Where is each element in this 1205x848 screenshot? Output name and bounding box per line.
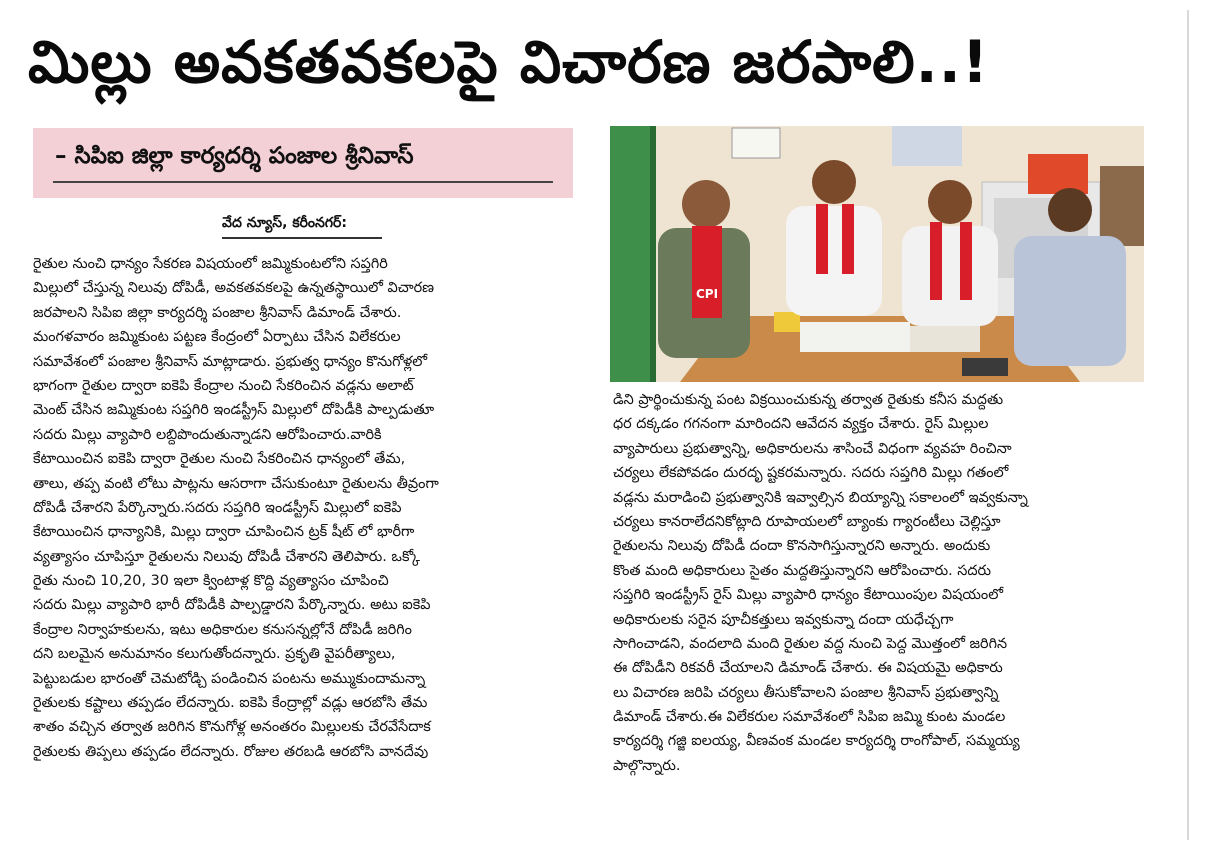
article-text-line: రైతుల నుంచి ధాన్యం సేకరణ విషయంలో జమ్మికుంటలోని సప్తగిరి — [33, 256, 388, 272]
article-text-line: రైతులకు కష్టాలు తప్పడం లేదన్నారు. ఐకెపి కేంద్రాల్లో వడ్లు ఆరబోసి తేమ — [33, 695, 428, 712]
photo-person-3-scarf-left — [930, 222, 942, 300]
article-text-line: మంగళవారం జమ్మికుంట పట్టణ కేంద్రంలో ఏర్పాటు చేసిన విలేకరుల — [33, 329, 401, 346]
dateline-underline — [222, 237, 382, 239]
subheadline-underline — [53, 181, 553, 183]
photo-book — [774, 312, 800, 332]
photo-calculator — [962, 358, 1008, 376]
article-text-line: కొంత మంది అధికారులు సైతం మద్దతిస్తున్నారని ఆరోపించారు. సదరు — [613, 562, 992, 579]
article-text-line: తాలు, తప్ప వంటి లోటు పాట్లను ఆసరాగా చేసుకుంటూ రైతులను తీవ్రంగా — [33, 475, 439, 492]
article-text-line: వ్యత్యాసం చూపిస్తూ రైతులను నిలువు దోపిడీ చేశారని తెలిపారు. ఒక్కో — [33, 548, 421, 565]
article-text-line: జరపాలని సిపిఐ జిల్లా కార్యదర్శి పంజాల శ్రీనివాస్ డిమాండ్ చేశారు. — [33, 304, 402, 321]
photo-person-4-body — [1014, 236, 1126, 366]
photo-wall-poster — [892, 126, 962, 166]
article-text-line: కేటాయించిన ధాన్యానికి, మిల్లు ద్వారా చూపించిన ట్రక్ షీట్ లో భారీగా — [33, 524, 415, 541]
photo-clothes-2 — [1100, 166, 1144, 246]
article-text-line: డిని ప్రార్థించుకున్న పంట విక్రయించుకున్న తర్వాత రైతుకు కనీస మద్దతు — [613, 392, 1004, 408]
photo-wall-sign — [732, 128, 780, 158]
article-text-line: కార్యదర్శి గజ్జి ఐలయ్య, వీణవంక మండల కార్యదర్శి రాంగోపాల్, సమ్మయ్య — [613, 733, 1020, 750]
photo-newspaper-2 — [910, 326, 980, 352]
article-text-line: సదరు మిల్లు వ్యాపారి లబ్దిపొందుతున్నాడని ఆరోపించారు.వారికి — [33, 426, 382, 443]
article-text-line: సప్తగిరి ఇండస్ట్రీస్ రైస్ మిల్లు వ్యాపారి ధాన్యం కేటాయింపుల విషయంలో — [613, 587, 1004, 604]
photo-door-edge — [650, 126, 656, 382]
subheadline: – సిపిఐ జిల్లా కార్యదర్శి పంజాల శ్రీనివాస్ — [55, 143, 414, 169]
article-text-line: ఈ దోపిడీని రికవరీ చేయాలని డిమాండ్ చేశారు. ఈ విషయమై అధికారు — [613, 660, 1003, 677]
photo-person-1-scarf — [692, 226, 722, 318]
photo-person-4-head — [1048, 188, 1092, 232]
article-text-line: మిల్లులో చేస్తున్న నిలువు దోపిడీ, అవకతవకలపై ఉన్నతస్థాయిలో విచారణ — [33, 280, 435, 297]
article-text-line: వడ్లను మరాడించి ప్రభుత్వానికి ఇవ్వాల్సిన బియ్యాన్ని సకాలంలో ఇవ్వకున్నా — [613, 489, 1028, 506]
article-text-line: డిమాండ్ చేశారు.ఈ విలేకరుల సమావేశంలో సిపిఐ జమ్మి కుంట మండల — [613, 709, 1006, 726]
subheadline-box — [33, 128, 573, 198]
article-text-line: సదరు మిల్లు వ్యాపారి భారీ దోపిడీకి పాల్పడ్డారని పేర్కొన్నారు. అటు ఐకెపి — [33, 597, 431, 614]
article-text-line: వ్యాపారులు ప్రభుత్వాన్ని, అధికారులను శాసించే విధంగా వ్యవహ రించినా — [613, 440, 1012, 457]
article-text-line: మెంట్ చేసిన జమ్మికుంట సప్తగిరి ఇండస్ట్రీస్ మిల్లులో దోపిడీకి పాల్పడుతూ — [33, 402, 435, 419]
article-text-line: భాగంగా రైతుల ద్వారా ఐకెపి కేంద్రాల నుంచి సేకరించిన వడ్లను అలాట్ — [33, 377, 414, 394]
article-text-line: రైతు నుంచి 10,20, 30 ఇలా క్వింటాళ్ల కొద్ది వ్యత్యాసం చూపించి — [33, 573, 389, 590]
article-text-line: శాతం వచ్చిన తర్వాత జరిగిన కొనుగోళ్ల అనంతరం మిల్లులకు చేరవేసేదాక — [33, 719, 431, 736]
article-text-line: చర్యలు కానరాలేదనికోట్లాది రూపాయలలో బ్యాంకు గ్యారంటీలు చెల్లిస్తూ — [613, 513, 1001, 530]
photo-scarf-label: CPI — [696, 287, 719, 301]
article-column-right — [613, 388, 1157, 838]
photo-person-3-body — [902, 226, 998, 326]
article-text-line: రైతులకు తిప్పలు తప్పడం లేదన్నారు. రోజుల తరబడి ఆరబోసి వానదేవు — [33, 743, 429, 760]
page-right-border — [1187, 10, 1189, 840]
photo-person-2-head — [812, 160, 856, 204]
photo-newspapers — [800, 322, 910, 352]
photo-clothes — [1028, 154, 1088, 194]
article-text-line: అధికారులకు సరైన పూచీకత్తులు ఇవ్వకున్నా దందా యధేచ్చగా — [613, 611, 954, 628]
article-text-line: సమావేశంలో పంజాల శ్రీనివాస్ మాట్లాడారు. ప్రభుత్వ ధాన్యం కొనుగోళ్లలో — [33, 353, 428, 370]
article-text-line: కేటాయించిన ఐకెపి ద్వారా రైతుల నుంచి సేకరించిన ధాన్యంలో తేమ, — [33, 451, 406, 468]
dateline: వేద న్యూస్, కరీంనగర్: — [222, 215, 347, 231]
article-text-line: దోపిడీ చేశారని పేర్కొన్నారు.సదరు సప్తగిరి ఇండస్ట్రీస్ మిల్లులో ఐకెపి — [33, 499, 402, 516]
article-text-line: దని బలమైన అనుమానం కలుగుతోందన్నారు. ప్రకృతి వైపరీత్యాలు, — [33, 646, 396, 663]
article-text-line: పాల్గొన్నారు. — [613, 757, 681, 774]
article-column-left — [33, 252, 579, 837]
article-text-line: సాగించాడని, వందలాది మంది రైతుల వద్ద నుంచి పెద్ద మొత్తంలో జరిగిన — [613, 635, 1008, 652]
article-text-line: చర్యలు లేకపోవడం దురదృ ష్టకరమన్నారు. సదరు సప్తగిరి మిల్లు గతంలో — [613, 465, 1009, 482]
photo-door — [610, 126, 650, 382]
article-text-line: కేంద్రాల నిర్వాహకులను, ఇటు అధికారుల కనుసన్నల్లోనే దోపిడీ జరిగిం — [33, 621, 412, 638]
photo-person-2-scarf-right — [842, 204, 854, 274]
photo-person-1-head — [682, 180, 730, 228]
photo-person-2-scarf-left — [816, 204, 828, 274]
article-text-line: ధర దక్కడం గగనంగా మారిందని ఆవేదన వ్యక్తం చేశారు. రైస్ మిల్లుల — [613, 416, 989, 433]
news-photo — [610, 126, 1144, 382]
article-text-line: పెట్టుబడుల భారంతో చెమటోడ్చి పండించిన పంటను అమ్ముకుందామన్నా — [33, 670, 426, 687]
article-text-line: రైతులను నిలువు దోపిడీ దందా కొనసాగిస్తున్నారని అన్నారు. అందుకు — [613, 538, 991, 555]
photo-person-3-head — [928, 180, 972, 224]
headline: మిల్లు అవకతవకలపై విచారణ జరపాలి..! — [28, 28, 990, 96]
press-meet-photo — [610, 126, 1144, 382]
photo-person-3-scarf-right — [960, 222, 972, 300]
article-text-line: లు విచారణ జరిపి చర్యలు తీసుకోవాలని పంజాల శ్రీనివాస్ ప్రభుత్వాన్ని — [613, 684, 999, 701]
photo-person-2-body — [786, 206, 882, 316]
